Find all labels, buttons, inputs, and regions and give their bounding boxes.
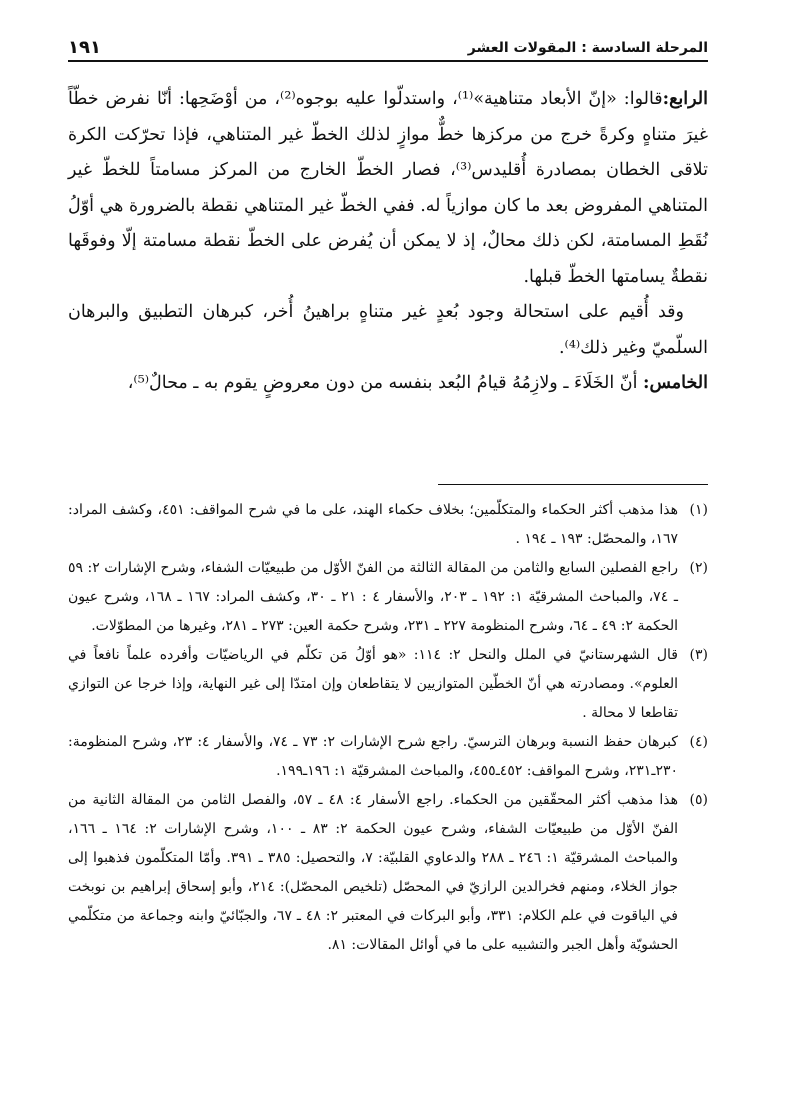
footnote — [68, 728, 708, 786]
footnote-text: هذا مذهب أكثر الحكماء والمتكلّمين؛ بخلاف حكماء الهند، على ما في شرح المواقف: ٤٥١، وكشف المراد: ١٦٧، والمحصّل: ١٩٣ ـ ١٩٤ . — [68, 502, 679, 547]
main-text — [68, 82, 708, 402]
running-title: المرحلة السادسة : المقولات العشر — [467, 40, 708, 56]
footnote-text: كبرهان حفظ النسبة وبرهان الترسيّ. راجع شرح الإشارات ٢: ٧٣ ـ ٧٤، والأسفار ٤: ٢٣، وشرح المنظومة: ٢٣٠ـ٢٣١، وشرح المواقف: ٤٥٢ـ٤٥٥، والمباحث المشرقيّة ١: ١٩٦ـ١٩٩. — [68, 734, 678, 779]
footnote-number: (٥) — [689, 792, 708, 808]
footnote-number: (٢) — [689, 560, 708, 576]
paragraph-text-fifth: أنّ الخَلَاءَ ـ ولازِمُهُ قيامُ البُعد بنفسه من دون معروضٍ يقوم به ـ محالٌ⁽⁵⁾، — [127, 373, 638, 393]
footnote-text: راجع الفصلين السابع والثامن من المقالة الثالثة من الفنّ الأوّل من طبيعيّات الشفاء، وشرح الإشارات ٢: ٥٩ ـ ٧٤، والمباحث المشرقيّة ١: ١٩٢ ـ ٢٠٣، والأسفار ٤ : ٢١ ـ ٣٠، وكشف المراد: ١٦٧ ـ ١٦٨، وشرح عيون الحكمة ٢: ٤٩ ـ ٦٤، وشرح المنظومة ٢٢٧ ـ ٢٣١، وشرح حكمة العين: ٢٧٣ ـ ٢٨١، وغيرها من المطوّلات. — [68, 560, 679, 634]
paragraph-lead-fifth: الخامس: — [643, 373, 708, 393]
paragraph-text-proofs: وقد أُقيم على استحالة وجود بُعدٍ غير متناهٍ براهينُ أُخر، كبرهان التطبيق والبرهان السلّميّ وغير ذلك⁽⁴⁾. — [68, 302, 708, 358]
paragraph-text-fourth: قالوا: «إنّ الأبعاد متناهية»⁽¹⁾، واستدلّوا عليه بوجوه⁽²⁾، من أوْضَحِها: أنّا نفرض خطّاً غيرَ متناهٍ وكرةً خرج من مركزها خطٌّ موازٍ لذلك الخطّ غير المتناهي، فإذا تحرّكت الكرة تلاقى الخطان بمصادرة أُقليدس⁽³⁾، فصار الخطّ الخارج من المركز مسامتاً للخطّ غير المتناهي المفروض بعد ما كان موازياً له. ففي الخطّ غير المتناهي نقطة بالضرورة هي أوّلُ نُقَطِ المسامتة، لكن ذلك محالٌ، إذ لا يمكن أن يُفرض على الخطّ نقطة مسامتة إلّا وفوقَها نقطةٌ يسامتها الخطّ قبلها. — [67, 89, 708, 287]
footnote-text: هذا مذهب أكثر المحقّقين من الحكماء. راجع الأسفار ٤: ٤٨ ـ ٥٧، والفصل الثامن من المقالة الثانية من الفنّ الأوّل من طبيعيّات الشفاء، وشرح عيون الحكمة ٢: ٨٣ ـ ١٠٠، وشرح الإشارات ٢: ١٦٤ ـ ١٦٦، والمباحث المشرقيّة ١: ٢٤٦ ـ ٢٨٨ والدعاوي القلبيّة: ٧، والتحصيل: ٣٨٥ ـ ٣٩١. وأمّا المتكلّمون فذهبوا إلى جواز الخلاء، ومنهم فخرالدين الرازيّ في المحصّل (تلخيص المحصّل): ٢١٤، وأبو إسحاق إبراهيم بن نوبخت في الياقوت في علم الكلام: ٣٣١، وأبو البركات في المعتبر ٢: ٤٨ ـ ٦٧، والجبّائيّ وابنه وجماعة من متكلّمي الحشويّة وأهل الجبر والتشبيه على ما في أوائل المقالات: ٨١. — [68, 792, 679, 953]
footnote — [68, 554, 708, 641]
page-number: ١٩١ — [68, 37, 101, 58]
footnote-separator — [438, 484, 708, 485]
paragraph-lead-fourth: الرابع: — [662, 89, 708, 109]
paragraph-fifth — [68, 366, 708, 402]
page-header — [68, 30, 708, 62]
paragraph-fourth — [68, 82, 708, 295]
footnote-number: (١) — [689, 502, 708, 518]
footnote — [68, 641, 708, 728]
footnote-number: (٤) — [689, 734, 708, 750]
footnote — [68, 786, 708, 960]
footnotes — [68, 496, 708, 960]
paragraph-proofs — [68, 295, 708, 366]
footnote-number: (٣) — [689, 647, 708, 663]
footnote-text: قال الشهرستانيّ في الملل والنحل ٢: ١١٤: «هو أوّلُ مَن تكلّم في الرياضيّات وأفرده علماً نافعاً في العلوم». ومصادرته هي أنّ الخطّين المتوازيين لا يتقاطعان وإن امتدّا إلى غير النهاية، وإذا خرجا عن التوازي تقاطعا لا محالة . — [68, 647, 678, 721]
footnote — [68, 496, 708, 554]
